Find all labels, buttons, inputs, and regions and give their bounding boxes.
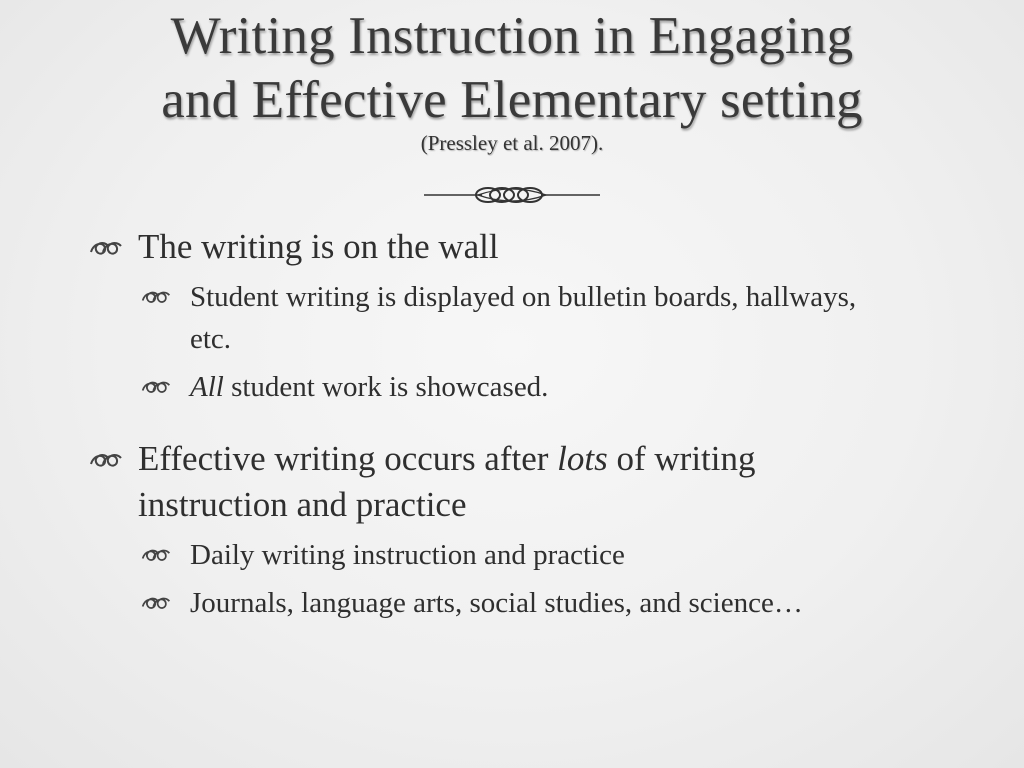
sub-bullet-text: Student writing is displayed on bulletin boards, hallways, etc.	[190, 281, 857, 355]
bullet-text: The writing is on the wall	[138, 227, 499, 266]
sub-bullet-text: student work is showcased.	[223, 371, 549, 403]
sub-bullet-item	[88, 366, 888, 408]
double-loop-bullet-icon	[140, 544, 172, 566]
sub-bullet-text: Daily writing instruction and practice	[190, 539, 625, 571]
bullet-list	[88, 224, 888, 624]
double-loop-bullet-icon	[140, 286, 172, 308]
sub-bullet-text: Journals, language arts, social studies, and science…	[190, 587, 803, 619]
bullet-item-1	[88, 224, 888, 270]
double-loop-bullet-icon	[140, 376, 172, 398]
bullet-item-2	[88, 436, 888, 528]
sub-bullet-item	[88, 276, 888, 360]
double-loop-bullet-icon	[88, 236, 124, 260]
title-line-2: and Effective Elementary setting	[161, 71, 863, 129]
title-line-1: Writing Instruction in Engaging	[170, 7, 854, 65]
flourish-divider-icon	[422, 180, 602, 210]
sub-bullet-item	[88, 534, 888, 576]
bullet-text: Effective writing occurs after	[138, 439, 558, 478]
double-loop-bullet-icon	[140, 592, 172, 614]
title-citation: (Pressley et al. 2007).	[420, 131, 604, 155]
slide-title	[60, 4, 964, 156]
emphasis-text: lots	[557, 439, 608, 478]
bullet-text: of writing instruction and practice	[138, 439, 756, 524]
sub-bullet-item	[88, 582, 888, 624]
emphasis-text: All	[190, 371, 224, 403]
double-loop-bullet-icon	[88, 448, 124, 472]
